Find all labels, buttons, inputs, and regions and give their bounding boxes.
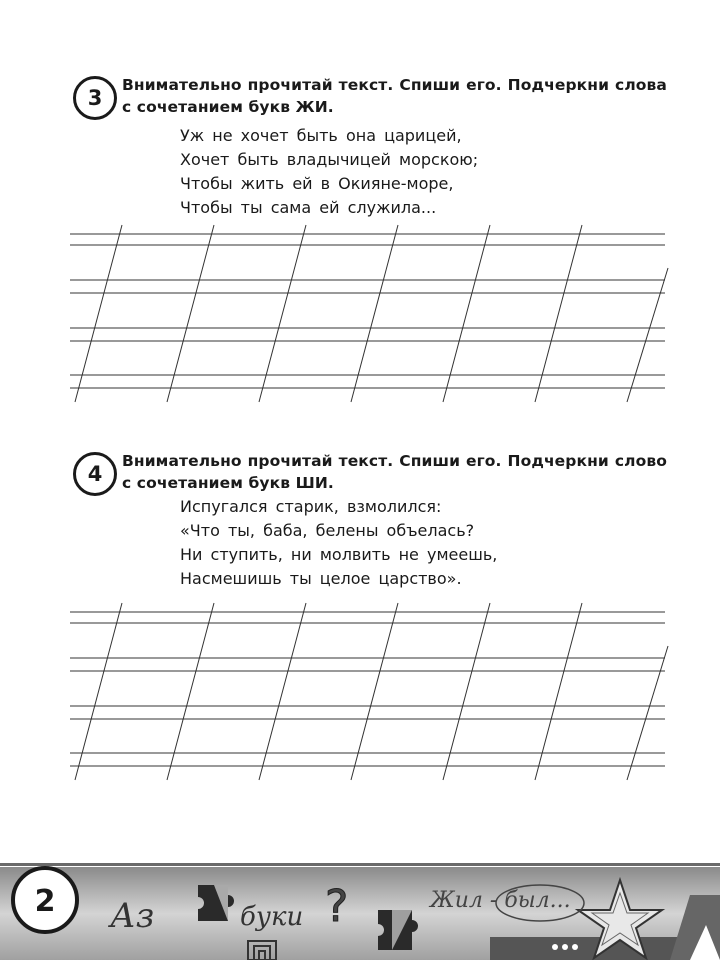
decor-word-az: Аз xyxy=(110,896,155,936)
page-footer xyxy=(0,855,720,960)
puzzle-piece-icon xyxy=(378,910,418,950)
task-number-badge: 4 xyxy=(73,452,117,496)
writing-grid[interactable] xyxy=(0,598,720,788)
poem-line: «Что ты, баба, белены объелась? xyxy=(180,521,475,540)
question-mark-icon: ? xyxy=(325,881,349,932)
poem-line: Ни ступить, ни молвить не умеешь, xyxy=(180,545,498,564)
page-number: 2 xyxy=(34,884,56,919)
poem xyxy=(180,495,497,591)
decor-word-zhil-byl: Жил - был... xyxy=(430,888,571,913)
task-instruction: Внимательно прочитай текст. Спиши его. Подчеркни слова с сочетанием букв ЖИ. xyxy=(122,76,667,116)
poem-line: Испугался старик, взмолился: xyxy=(180,497,442,516)
poem-line: Чтобы ты сама ей служила... xyxy=(180,198,437,217)
footer-decoration xyxy=(0,855,720,960)
task-number-badge: 3 xyxy=(73,76,117,120)
decor-word-buki: буки xyxy=(240,902,304,932)
poem-line: Хочет быть владычицей морскою; xyxy=(180,150,479,169)
poem-line: Уж не хочет быть она царицей, xyxy=(180,126,462,145)
writing-grid[interactable] xyxy=(0,220,720,410)
poem-line: Чтобы жить ей в Окияне-море, xyxy=(180,174,454,193)
task-instruction: Внимательно прочитай текст. Спиши его. Подчеркни слово с сочетанием букв ШИ. xyxy=(122,452,667,492)
poem xyxy=(180,124,478,220)
poem-line: Насмешишь ты целое царство». xyxy=(180,569,462,588)
